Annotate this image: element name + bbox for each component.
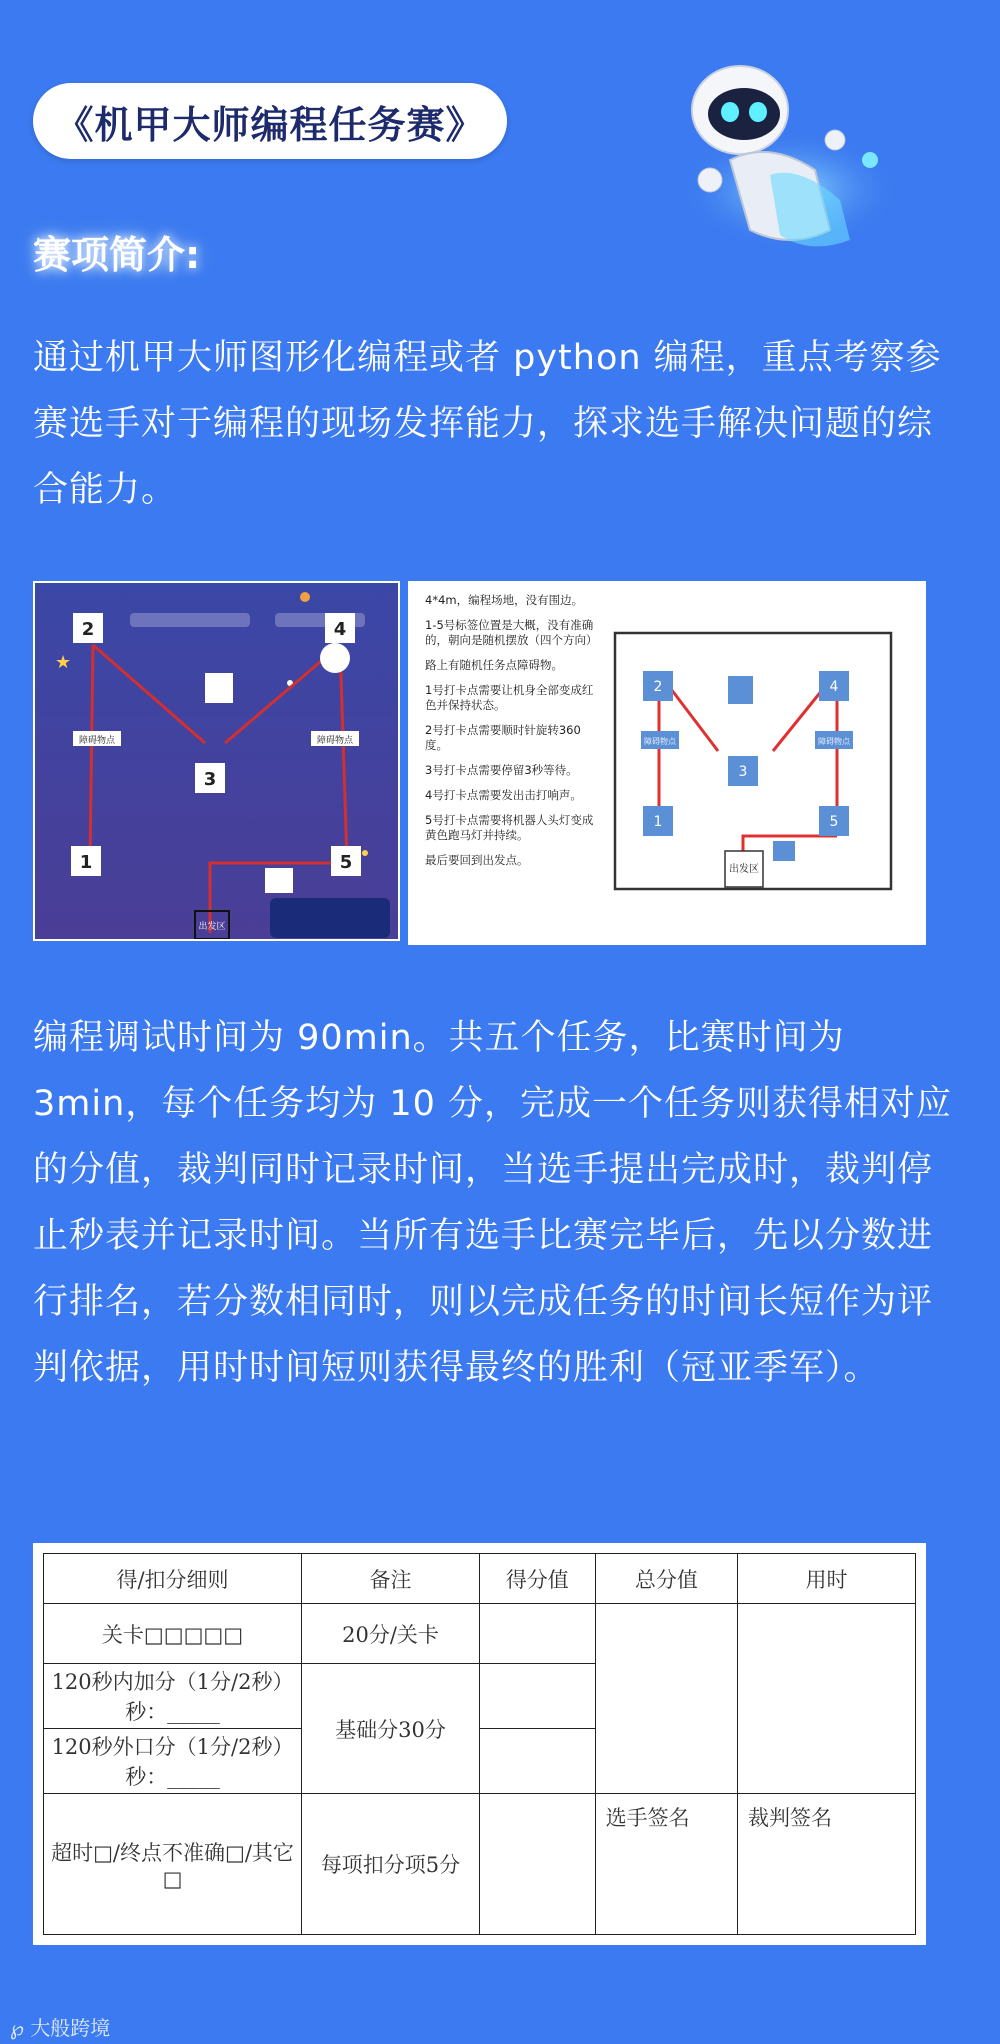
time-cell [738, 1604, 916, 1794]
table-header-row [44, 1554, 916, 1604]
rule-item: 4号打卡点需要发出击打响声。 [425, 788, 582, 802]
score-table-card [33, 1543, 926, 1945]
rule-item: 3号打卡点需要停留3秒等待。 [425, 763, 578, 777]
score-cell [479, 1794, 595, 1935]
rules-list [425, 593, 598, 878]
header-notes: 备注 [302, 1554, 480, 1604]
field-diagram [613, 631, 893, 891]
base-score-note: 基础分30分 [302, 1664, 480, 1794]
field-start: 出发区 [198, 922, 226, 932]
rule-item: 最后要回到出发点。 [425, 853, 529, 867]
player-signature-cell: 选手签名 [595, 1794, 737, 1935]
diagram-obstacle-left: 障碍物点 [644, 737, 676, 746]
field-point-5: 5 [339, 852, 353, 873]
diagram-point-4: 4 [829, 679, 839, 695]
deduction-cell: 超时□/终点不准确□/其它□ [44, 1794, 302, 1935]
page-title: 《机甲大师编程任务赛》 [33, 83, 507, 159]
field-obstacle-right: 障碍物点 [316, 736, 354, 746]
penalty-time-cell: 120秒外口分（1分/2秒）秒：_____ [44, 1729, 302, 1794]
robot-mascot [640, 40, 920, 270]
bonus-cell: 120秒内加分（1分/2秒）秒：_____ [44, 1664, 302, 1729]
intro-paragraph: 通过机甲大师图形化编程或者 python 编程，重点考察参赛选手对于编程的现场发挥能力，探求选手解决问题的综合能力。 [33, 338, 942, 510]
score-cell [479, 1729, 595, 1794]
judge-signature-cell: 裁判签名 [738, 1794, 916, 1935]
field-photo [33, 581, 400, 941]
field-point-4: 4 [333, 619, 347, 640]
total-cell [595, 1604, 737, 1794]
field-point-2: 2 [81, 619, 95, 640]
rule-item: 5号打卡点需要将机器人头灯变成黄色跑马灯并持续。 [425, 813, 594, 842]
deduction-note: 每项扣分项5分 [302, 1794, 480, 1935]
field-point-3: 3 [203, 769, 217, 790]
diagram-obstacle-right: 障碍物点 [818, 737, 850, 746]
header-total: 总分值 [595, 1554, 737, 1604]
table-row [44, 1604, 916, 1664]
diagram-point-1: 1 [653, 814, 663, 830]
header-rules: 得/扣分细则 [44, 1554, 302, 1604]
diagram-start: 出发区 [729, 864, 759, 875]
checkpoint-note: 20分/关卡 [302, 1604, 480, 1664]
watermark-text: 大般跨境 [30, 2016, 111, 2040]
watermark-logo-icon: ℘ [10, 2016, 24, 2040]
rules-diagram [408, 581, 926, 945]
score-cell [479, 1664, 595, 1729]
svg-text:★: ★ [55, 652, 72, 673]
score-table [43, 1553, 916, 1935]
score-cell [479, 1604, 595, 1664]
rule-item: 路上有随机任务点障碍物。 [425, 658, 563, 672]
field-point-1: 1 [79, 852, 93, 873]
diagram-point-2: 2 [653, 679, 663, 695]
details-paragraph: 编程调试时间为 90min。共五个任务，比赛时间为 3min，每个任务均为 10 分，完成一个任务则获得相对应的分值，裁判同时记录时间，当选手提出完成时，裁判停止秒表并记录时间。当所有选手比赛完毕后，先以分数进行排名，若分数相同时，则以完成任务的时间长短作为评判依据，用时时间短则获得最终的胜利（冠亚季军）。 [33, 1018, 953, 1388]
field-obstacle-left: 障碍物点 [78, 736, 116, 746]
rule-item: 2号打卡点需要顺时针旋转360度。 [425, 723, 581, 752]
diagram-point-3: 3 [738, 764, 748, 780]
section-heading: 赛项简介: [33, 233, 201, 277]
watermark [10, 2012, 110, 2041]
table-row [44, 1794, 916, 1935]
header-time: 用时 [738, 1554, 916, 1604]
rule-item: 1-5号标签位置是大概，没有准确的，朝向是随机摆放（四个方向） [425, 618, 598, 647]
rule-item: 1号打卡点需要让机身全部变成红色并保持状态。 [425, 683, 594, 712]
checkpoint-cell: 关卡□□□□□ [44, 1604, 302, 1664]
rule-item: 4*4m，编程场地，没有围边。 [425, 593, 584, 607]
diagram-point-5: 5 [829, 814, 839, 830]
header-score: 得分值 [479, 1554, 595, 1604]
